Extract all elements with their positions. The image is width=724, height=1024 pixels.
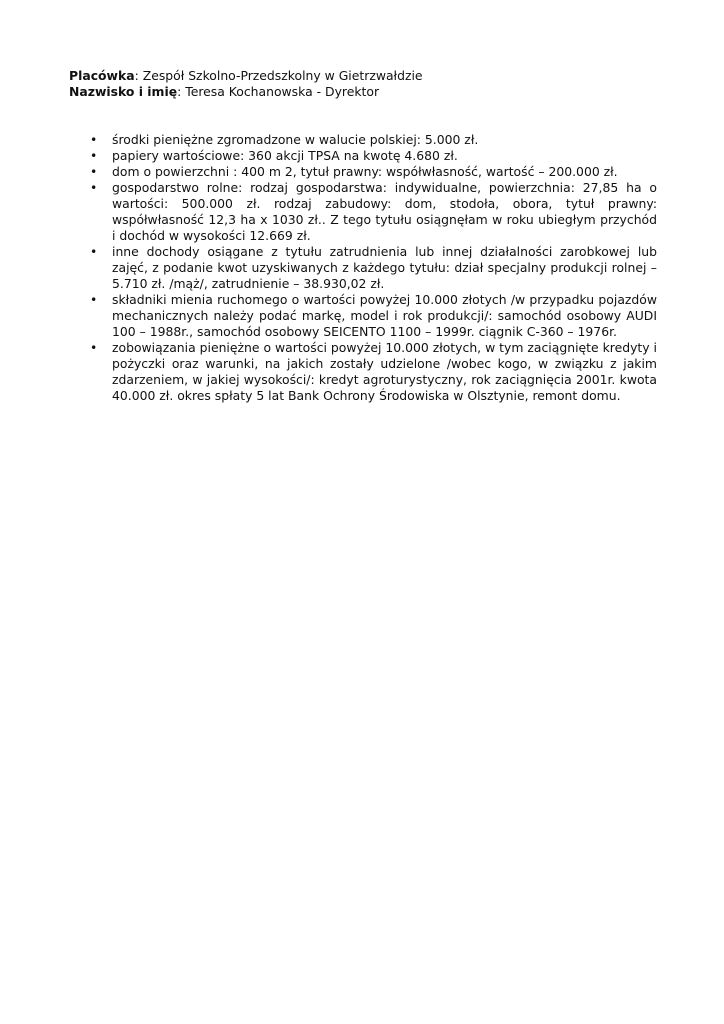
list-item-text: składniki mienia ruchomego o wartości powyżej 10.000 złotych /w przypadku pojazdów mechanicznych należy podać markę, model i rok produkcji/: samochód osobowy AUDI 100 – 1988r., samochód osobowy SEICENTO 1100 – 1999r. ciągnik C-360 – 1976r. (112, 292, 657, 339)
bullet: • (90, 164, 98, 179)
institution-label: Placówka (69, 68, 135, 83)
bullet: • (90, 292, 98, 307)
list-item (90, 148, 657, 164)
bullet: • (90, 340, 98, 355)
bullet: • (90, 132, 98, 147)
institution-row (69, 68, 659, 84)
name-row (69, 84, 659, 100)
name-value: : Teresa Kochanowska - Dyrektor (177, 84, 380, 99)
list-item (90, 292, 657, 340)
declaration-list (90, 132, 657, 404)
list-item (90, 244, 657, 292)
list-item (90, 180, 657, 244)
list-item (90, 164, 657, 180)
institution-value: : Zespół Szkolno-Przedszkolny w Gietrzwałdzie (134, 68, 423, 83)
list-item-text: dom o powierzchni : 400 m 2, tytuł prawny: współwłasność, wartość – 200.000 zł. (112, 164, 618, 179)
document-header (69, 68, 659, 100)
bullet: • (90, 180, 98, 195)
name-label: Nazwisko i imię (69, 84, 178, 99)
list-item (90, 340, 657, 404)
list-item-text: inne dochody osiągane z tytułu zatrudnienia lub innej działalności zarobkowej lub zajęć, z podanie kwot uzyskiwanych z każdego tytułu: dział specjalny produkcji rolnej – 5.710 zł. /mąż/, zatrudnienie – 38.930,02 zł. (112, 244, 657, 291)
list-item (90, 132, 657, 148)
list-item-text: zobowiązania pieniężne o wartości powyżej 10.000 złotych, w tym zaciągnięte kredyty i pożyczki oraz warunki, na jakich zostały udzielone /wobec kogo, w związku z jakim zdarzeniem, w jakiej wysokości/: kredyt agroturystyczny, rok zaciągnięcia 2001r. kwota 40.000 zł. okres spłaty 5 lat Bank Ochrony Środowiska w Olsztynie, remont domu. (112, 340, 657, 403)
list-item-text: środki pieniężne zgromadzone w walucie polskiej: 5.000 zł. (112, 132, 479, 147)
list-item-text: gospodarstwo rolne: rodzaj gospodarstwa: indywidualne, powierzchnia: 27,85 ha o wartości: 500.000 zł. rodzaj zabudowy: dom, stodoła, obora, tytuł prawny: współwłasność 12,3 ha x 1030 zł.. Z tego tytułu osiągnęłam w roku ubiegłym przychód i dochód w wysokości 12.669 zł. (112, 180, 657, 243)
bullet: • (90, 244, 98, 259)
list-item-text: papiery wartościowe: 360 akcji TPSA na kwotę 4.680 zł. (112, 148, 458, 163)
bullet: • (90, 148, 98, 163)
